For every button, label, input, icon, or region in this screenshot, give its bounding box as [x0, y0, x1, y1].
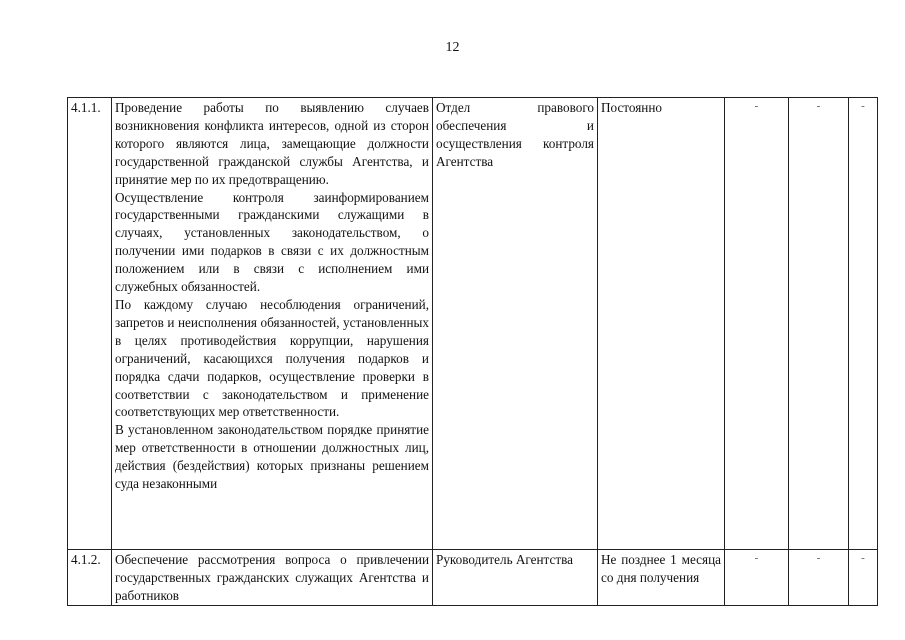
table-row [68, 98, 878, 550]
measure-paragraph: По каждому случаю несоблюдения ограничений, запретов и неисполнения обязанностей, установленных в целях противодействия коррупции, нарушения ограничений, касающихся получения подарков и порядка сдачи подарков, осуществление проверки в соответствии с законодательством и применение соответствующих мер ответственности. [115, 296, 429, 420]
dash-cell: - [725, 550, 789, 606]
dash-cell: - [849, 98, 878, 550]
row-number: 4.1.2. [68, 550, 112, 606]
dash-cell: - [789, 550, 849, 606]
dash-cell: - [849, 550, 878, 606]
measure-paragraph: Обеспечение рассмотрения вопроса о привлечении государственных гражданских служащих Агентства и работников [115, 552, 429, 603]
measures-table [67, 97, 878, 606]
row-number: 4.1.1. [68, 98, 112, 550]
page-number: 12 [445, 40, 460, 55]
dash-cell: - [725, 98, 789, 550]
measure-paragraph: Осуществление контроля заинформированием государственными гражданскими служащими в случаях, установленных законодательством, о получении ими подарков в связи с их должностным положением или в связи с исполнением ими служебных обязанностей. [115, 189, 429, 295]
deadline-cell: Постоянно [598, 98, 725, 550]
measure-description [112, 550, 433, 606]
dash-cell: - [789, 98, 849, 550]
measure-paragraph: В установленном законодательством порядке принятие мер ответственности в отношении должностных лиц, действия (бездействия) которых признаны решением суда незаконными [115, 422, 429, 492]
measure-description [112, 98, 433, 550]
responsible-cell: Руководитель Агентства [433, 550, 598, 606]
deadline-cell: Не позднее 1 месяца со дня получения [598, 550, 725, 606]
measure-paragraph: Проведение работы по выявлению случаев возникновения конфликта интересов, одной из сторон которого являются лица, замещающие должности государственной гражданской службы Агентства, и принятие мер по их предотвращению. [115, 100, 429, 187]
responsible-cell: Отдел правового обеспечения и осуществления контроля Агентства [433, 98, 598, 550]
table-row [68, 550, 878, 606]
